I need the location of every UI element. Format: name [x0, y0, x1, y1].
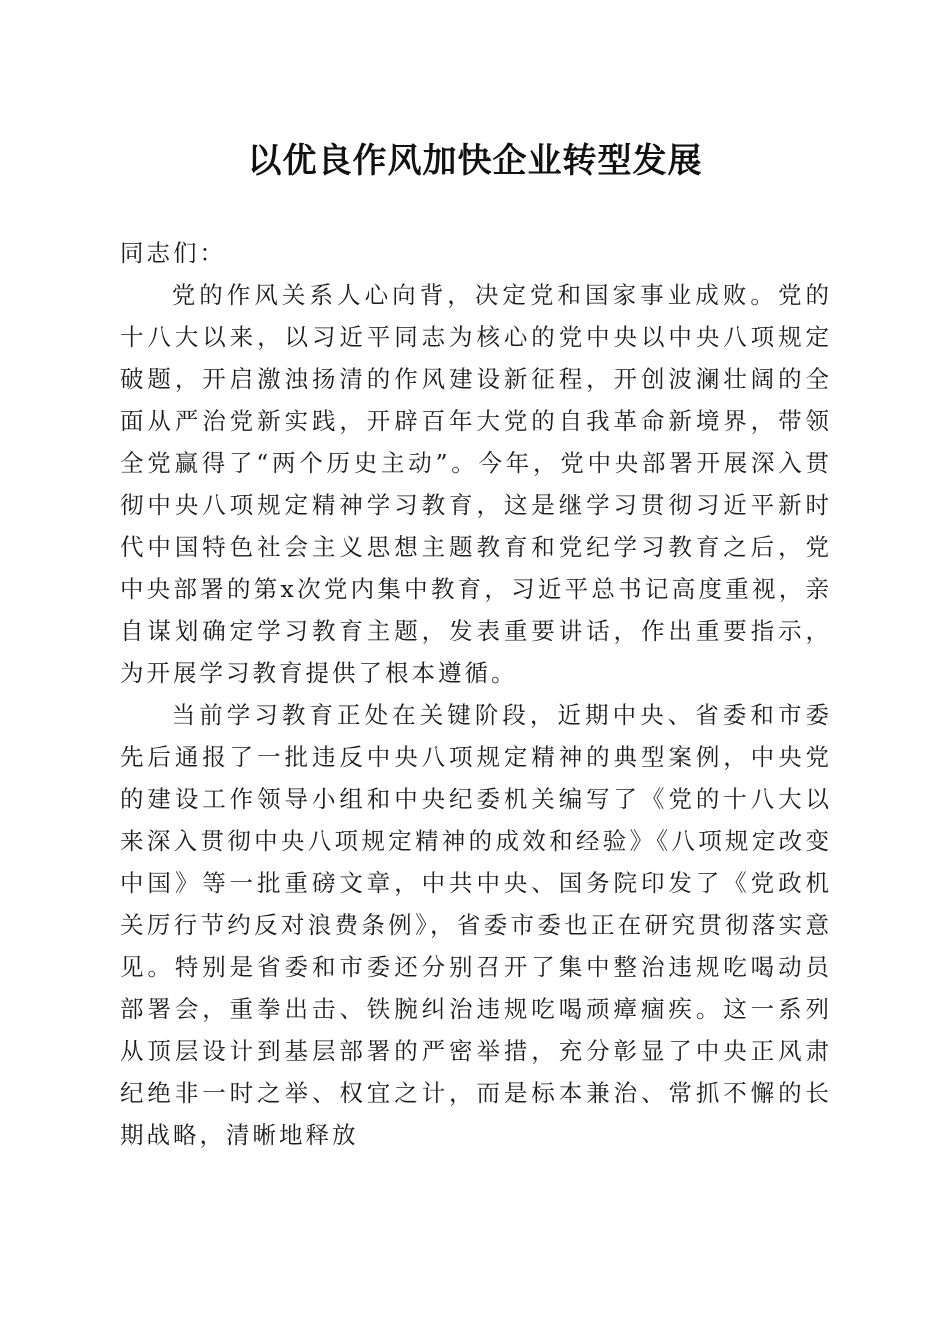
paragraph-1: 党的作风关系人心向背，决定党和国家事业成败。党的十八大以来，以习近平同志为核心的党中央以中央八项规定破题，开启激浊扬清的作风建设新征程，开创波澜壮阔的全面从严治党新实践，开辟百年大党的自我革命新境界，带领全党赢得了“两个历史主动”。今年，党中央部署开展深入贯彻中央八项规定精神学习教育，这是继学习贯彻习近平新时代中国特色社会主义思想主题教育和党纪学习教育之后，党中央部署的第x次党内集中教育，习近平总书记高度重视，亲自谋划确定学习教育主题，发表重要讲话，作出重要指示，为开展学习教育提供了根本遵循。 — [120, 281, 832, 687]
salutation: 同志们： — [120, 239, 226, 267]
document-body — [120, 232, 832, 1156]
paragraph-2: 当前学习教育正处在关键阶段，近期中央、省委和市委先后通报了一批违反中央八项规定精神的典型案例，中央党的建设工作领导小组和中央纪委机关编写了《党的十八大以来深入贯彻中央八项规定精神的成效和经验》《八项规定改变中国》等一批重磅文章，中共中央、国务院印发了《党政机关厉行节约反对浪费条例》，省委市委也正在研究贯彻落实意见。特别是省委和市委还分别召开了集中整治违规吃喝动员部署会，重拳出击、铁腕纠治违规吃喝顽瘴痼疾。这一系列从顶层设计到基层部署的严密举措，充分彰显了中央正风肃纪绝非一时之举、权宜之计，而是标本兼治、常抓不懈的长期战略，清晰地释放 — [120, 701, 832, 1149]
document-title: 以优良作风加快企业转型发展 — [247, 141, 703, 181]
